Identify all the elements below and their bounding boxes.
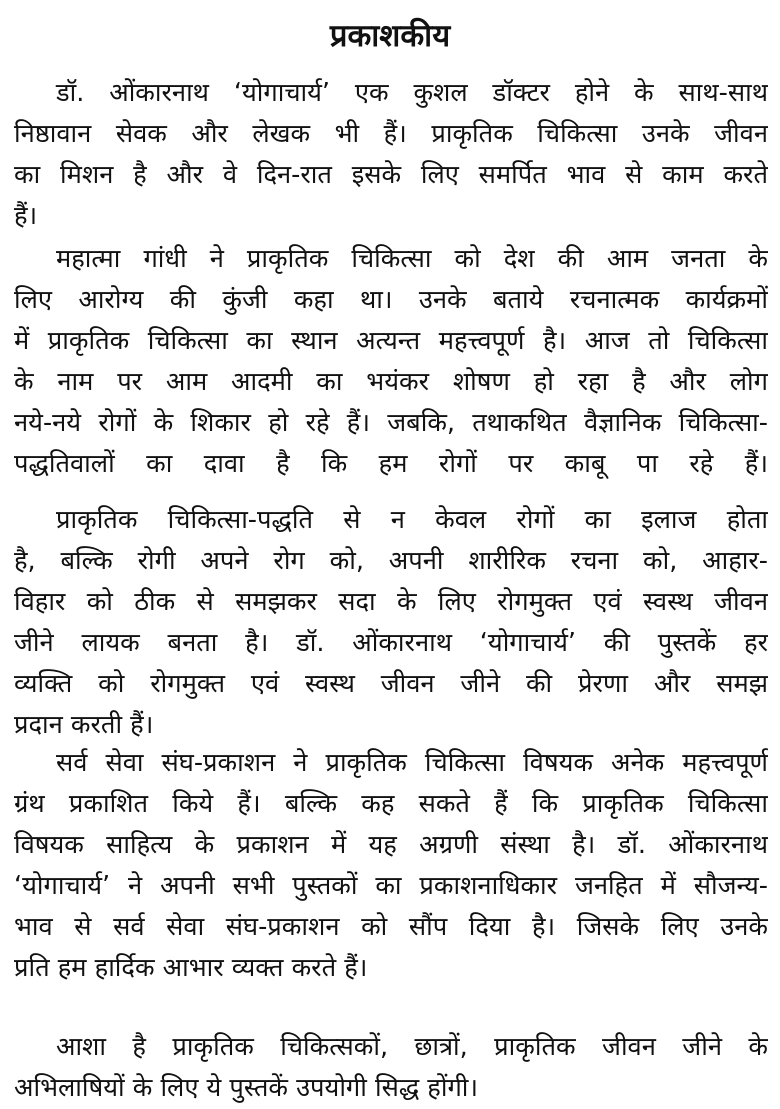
paragraph-line: निष्ठावान सेवक और लेखक भी हैं। प्राकृतिक चिकित्सा उनके जीवन xyxy=(14,119,768,149)
paragraph-line: ग्रंथ प्रकाशित किये हैं। बल्कि कह सकते हैं कि प्राकृतिक चिकित्सा xyxy=(14,789,768,819)
paragraph-line: लिए आरोग्य की कुंजी कहा था। उनके बताये रचनात्मक कार्यक्रमों xyxy=(14,285,768,315)
paragraph-line: सर्व सेवा संघ-प्रकाशन ने प्राकृतिक चिकित्सा विषयक अनेक महत्त्वपूर्ण xyxy=(56,748,768,778)
paragraph-3 xyxy=(14,500,768,746)
paragraph-4 xyxy=(14,743,768,989)
paragraph-line: भाव से सर्व सेवा संघ-प्रकाशन को सौंप दिया है। जिसके लिए उनके xyxy=(14,912,768,942)
paragraph-line: आशा है प्राकृतिक चिकित्सकों, छात्रों, प्राकृतिक जीवन जीने के xyxy=(56,1032,768,1062)
paragraph-line: हैं। xyxy=(14,201,38,231)
paragraph-1 xyxy=(14,73,768,237)
paragraph-line: विषयक साहित्य के प्रकाशन में यह अग्रणी संस्था है। डॉ. ओंकारनाथ xyxy=(14,830,768,860)
paragraph-line: विहार को ठीक से समझकर सदा के लिए रोगमुक्त एवं स्वस्थ जीवन xyxy=(14,587,768,617)
paragraph-5 xyxy=(14,1027,768,1109)
paragraph-line: प्राकृतिक चिकित्सा-पद्धति से न केवल रोगों का इलाज होता xyxy=(56,505,768,535)
paragraph-line: अभिलाषियों के लिए ये पुस्तकें उपयोगी सिद्ध होंगी। xyxy=(14,1073,479,1103)
paragraph-line: प्रदान करती हैं। xyxy=(14,710,154,740)
paragraph-line: के नाम पर आम आदमी का भयंकर शोषण हो रहा है और लोग xyxy=(14,367,768,397)
paragraph-2 xyxy=(14,239,768,485)
paragraph-line: ‘योगाचार्य’ ने अपनी सभी पुस्तकों का प्रकाशनाधिकार जनहित में सौजन्य- xyxy=(14,871,768,901)
paragraph-line: प्रति हम हार्दिक आभार व्यक्त करते हैं। xyxy=(14,953,368,983)
paragraph-line: नये-नये रोगों के शिकार हो रहे हैं। जबकि, तथाकथित वैज्ञानिक चिकित्सा- xyxy=(14,408,768,438)
paragraph-line: महात्मा गांधी ने प्राकृतिक चिकित्सा को देश की आम जनता के xyxy=(56,244,768,274)
page-title: प्रकाशकीय xyxy=(329,18,451,54)
paragraph-line: है, बल्कि रोगी अपने रोग को, अपनी शारीरिक रचना को, आहार- xyxy=(14,546,768,576)
paragraph-line: पद्धतिवालों का दावा है कि हम रोगों पर काबू पा रहे हैं। xyxy=(14,449,768,479)
paragraph-line: डॉ. ओंकारनाथ ‘योगाचार्य’ एक कुशल डॉक्टर होने के साथ-साथ xyxy=(56,78,768,108)
paragraph-line: का मिशन है और वे दिन-रात इसके लिए समर्पित भाव से काम करते xyxy=(14,160,768,190)
paragraph-line: जीने लायक बनता है। डॉ. ओंकारनाथ ‘योगाचार्य’ की पुस्तकें हर xyxy=(14,628,768,658)
paragraph-line: में प्राकृतिक चिकित्सा का स्थान अत्यन्त महत्त्वपूर्ण है। आज तो चिकित्सा xyxy=(14,326,768,356)
paragraph-line: व्यक्ति को रोगमुक्त एवं स्वस्थ जीवन जीने की प्रेरणा और समझ xyxy=(14,669,768,699)
